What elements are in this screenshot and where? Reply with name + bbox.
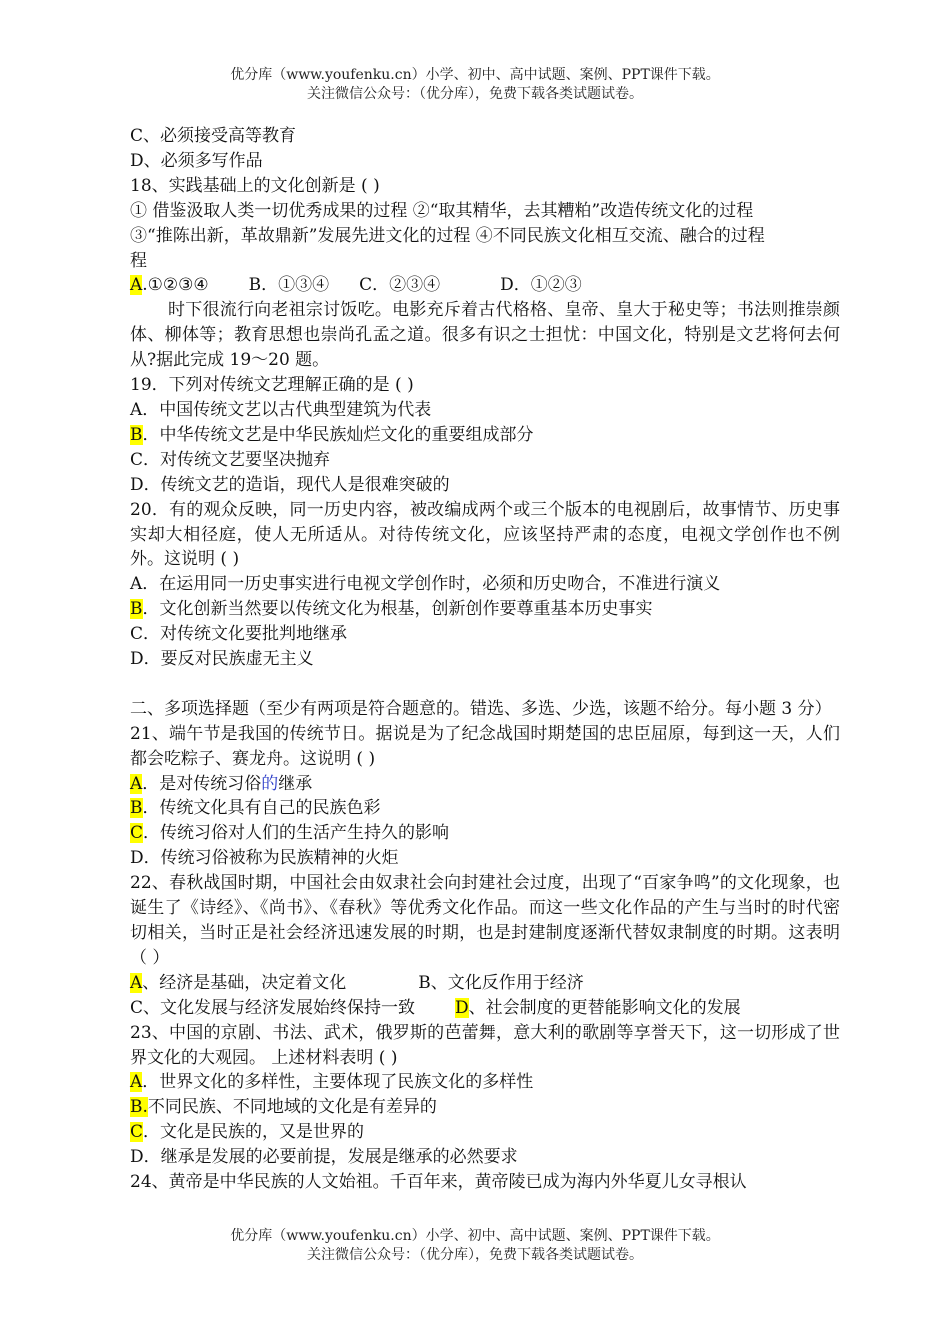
q23-option-c: C．文化是民族的，又是世界的 bbox=[130, 1122, 365, 1143]
q20-option-d: D．要反对民族虚无主义 bbox=[130, 649, 314, 670]
document-body bbox=[130, 124, 840, 1195]
q21-option-b: B．传统文化具有自己的民族色彩 bbox=[130, 798, 381, 819]
q19-option-b: B．中华传统文艺是中华民族灿烂文化的重要组成部分 bbox=[130, 424, 534, 445]
q23-option-d: D．继承是发展的必要前提，发展是继承的必然要求 bbox=[130, 1147, 518, 1168]
q18-option-d: D．①②③ bbox=[500, 275, 582, 296]
q22-stem: 22、春秋战国时期，中国社会由奴隶社会向封建社会过度，出现了“百家争鸣”的文化现象，也诞生了《诗经》、《尚书》、《春秋》等优秀文化作品。而这一些文化作品的产生与当时的时代密切相关，当时正是社会经济迅速发展的时期，也是封建制度逐渐代替奴隶制度的时期。这表明（ ） bbox=[130, 873, 840, 968]
q22-option-b: B、文化反作用于经济 bbox=[418, 972, 584, 993]
q17-option-d: D、必须多写作品 bbox=[130, 150, 263, 171]
q18-statement-1: ① 借鉴汲取人类一切优秀成果的过程 ②“取其精华，去其糟粕”改造传统文化的过程 bbox=[130, 200, 754, 221]
spacer bbox=[130, 672, 840, 697]
q19-option-d: D．传统文艺的造诣，现代人是很难突破的 bbox=[130, 474, 450, 495]
q24-stem: 24、黄帝是中华民族的人文始祖。千百年来，黄帝陵已成为海内外华夏儿女寻根认 bbox=[130, 1172, 747, 1193]
footer-line-2: 关注微信公众号：（优分库），免费下载各类试题试卷。 bbox=[307, 1247, 643, 1263]
q18-statement-2: ③“推陈出新，革故鼎新”发展先进文化的过程 ④不同民族文化相互交流、融合的过程 bbox=[130, 225, 765, 246]
page-footer bbox=[0, 1227, 950, 1265]
q18-option-b: B．①③④ bbox=[248, 275, 330, 296]
q18-options bbox=[130, 273, 840, 298]
header-line-2: 关注微信公众号：（优分库），免费下载各类试题试卷。 bbox=[307, 86, 643, 102]
page-header bbox=[0, 66, 950, 104]
q23-option-a: A．世界文化的多样性，主要体现了民族文化的多样性 bbox=[130, 1072, 534, 1093]
q18-stem: 18、实践基础上的文化创新是 ( ) bbox=[130, 175, 380, 196]
q21-option-d: D．传统习俗被称为民族精神的火炬 bbox=[130, 848, 399, 869]
q23-answer-mark-b: B. bbox=[130, 1097, 148, 1118]
footer-line-1: 优分库（www.youfenku.cn）小学、初中、高中试题、案例、PPT课件下载。 bbox=[230, 1228, 720, 1244]
q22-answer-mark-d: D bbox=[455, 997, 469, 1018]
q21-option-c: C．传统习俗对人们的生活产生持久的影响 bbox=[130, 823, 450, 844]
q20-option-a: A．在运用同一历史事实进行电视文学创作时，必须和历史吻合，不准进行演义 bbox=[130, 574, 721, 595]
q20-option-c: C．对传统文化要批判地继承 bbox=[130, 624, 348, 645]
q22-options-row-1: A、经济是基础，决定着文化 B、文化反作用于经济 bbox=[130, 972, 584, 993]
q19-answer-mark: B bbox=[130, 424, 143, 445]
reading-passage: 时下很流行向老祖宗讨饭吃。电影充斥着古代格格、皇帝、皇大于秘史等；书法则推崇颜体、柳体等；教育思想也崇尚孔孟之道。很多有识之士担忧：中国文化，特别是文艺将何去何从?据此完成 19～20 题。 bbox=[130, 300, 840, 371]
q21-answer-mark-a: A bbox=[130, 773, 143, 794]
q18-answer-mark: A bbox=[130, 275, 143, 296]
q18-option-c: C．②③④ bbox=[359, 275, 441, 296]
q22-options-row-2: C、文化发展与经济发展始终保持一致 D、社会制度的更替能影响文化的发展 bbox=[130, 997, 741, 1018]
q21-option-a: A．是对传统习俗的继承 bbox=[130, 773, 313, 794]
q23-answer-mark-a: A bbox=[130, 1072, 143, 1093]
q21-stem: 21、端午节是我国的传统节日。据说是为了纪念战国时期楚国的忠臣屈原，每到这一天，人们都会吃粽子、赛龙舟。这说明 ( ) bbox=[130, 723, 840, 769]
q20-stem: 20．有的观众反映，同一历史内容，被改编成两个或三个版本的电视剧后，故事情节、历史事实却大相径庭，使人无所适从。对待传统文化，应该坚持严肃的态度，电视文学创作也不例外。这说明 ( ) bbox=[130, 499, 840, 570]
q17-option-c: C、必须接受高等教育 bbox=[130, 126, 297, 146]
q20-answer-mark: B bbox=[130, 599, 143, 620]
q21-answer-mark-c: C bbox=[130, 823, 144, 844]
q23-option-b: B.不同民族、不同地域的文化是有差异的 bbox=[130, 1097, 437, 1118]
q19-option-a: A．中国传统文艺以古代典型建筑为代表 bbox=[130, 399, 432, 420]
header-line-1: 优分库（www.youfenku.cn）小学、初中、高中试题、案例、PPT课件下载。 bbox=[230, 67, 720, 83]
q18-statement-3: 程 bbox=[130, 250, 147, 271]
q18-option-a: .①②③④ bbox=[142, 275, 209, 296]
q22-option-c: C、文化发展与经济发展始终保持一致 bbox=[130, 997, 416, 1018]
q22-answer-mark-a: A bbox=[130, 972, 143, 993]
q20-option-b: B．文化创新当然要以传统文化为根基，创新创作要尊重基本历史事实 bbox=[130, 599, 653, 620]
q21-answer-mark-b: B bbox=[130, 798, 143, 819]
q19-stem: 19．下列对传统文艺理解正确的是 ( ) bbox=[130, 375, 414, 396]
q23-answer-mark-c: C bbox=[130, 1122, 144, 1143]
section-heading: 二、多项选择题（至少有两项是符合题意的。错选、多选、少选，该题不给分。每小题 3 分） bbox=[130, 698, 832, 719]
q19-option-c: C．对传统文艺要坚决抛弃 bbox=[130, 449, 331, 470]
q23-stem: 23、中国的京剧、书法、武术，俄罗斯的芭蕾舞，意大利的歌剧等享誉天下，这一切形成了世界文化的大观园。 上述材料表明 ( ) bbox=[130, 1022, 840, 1068]
